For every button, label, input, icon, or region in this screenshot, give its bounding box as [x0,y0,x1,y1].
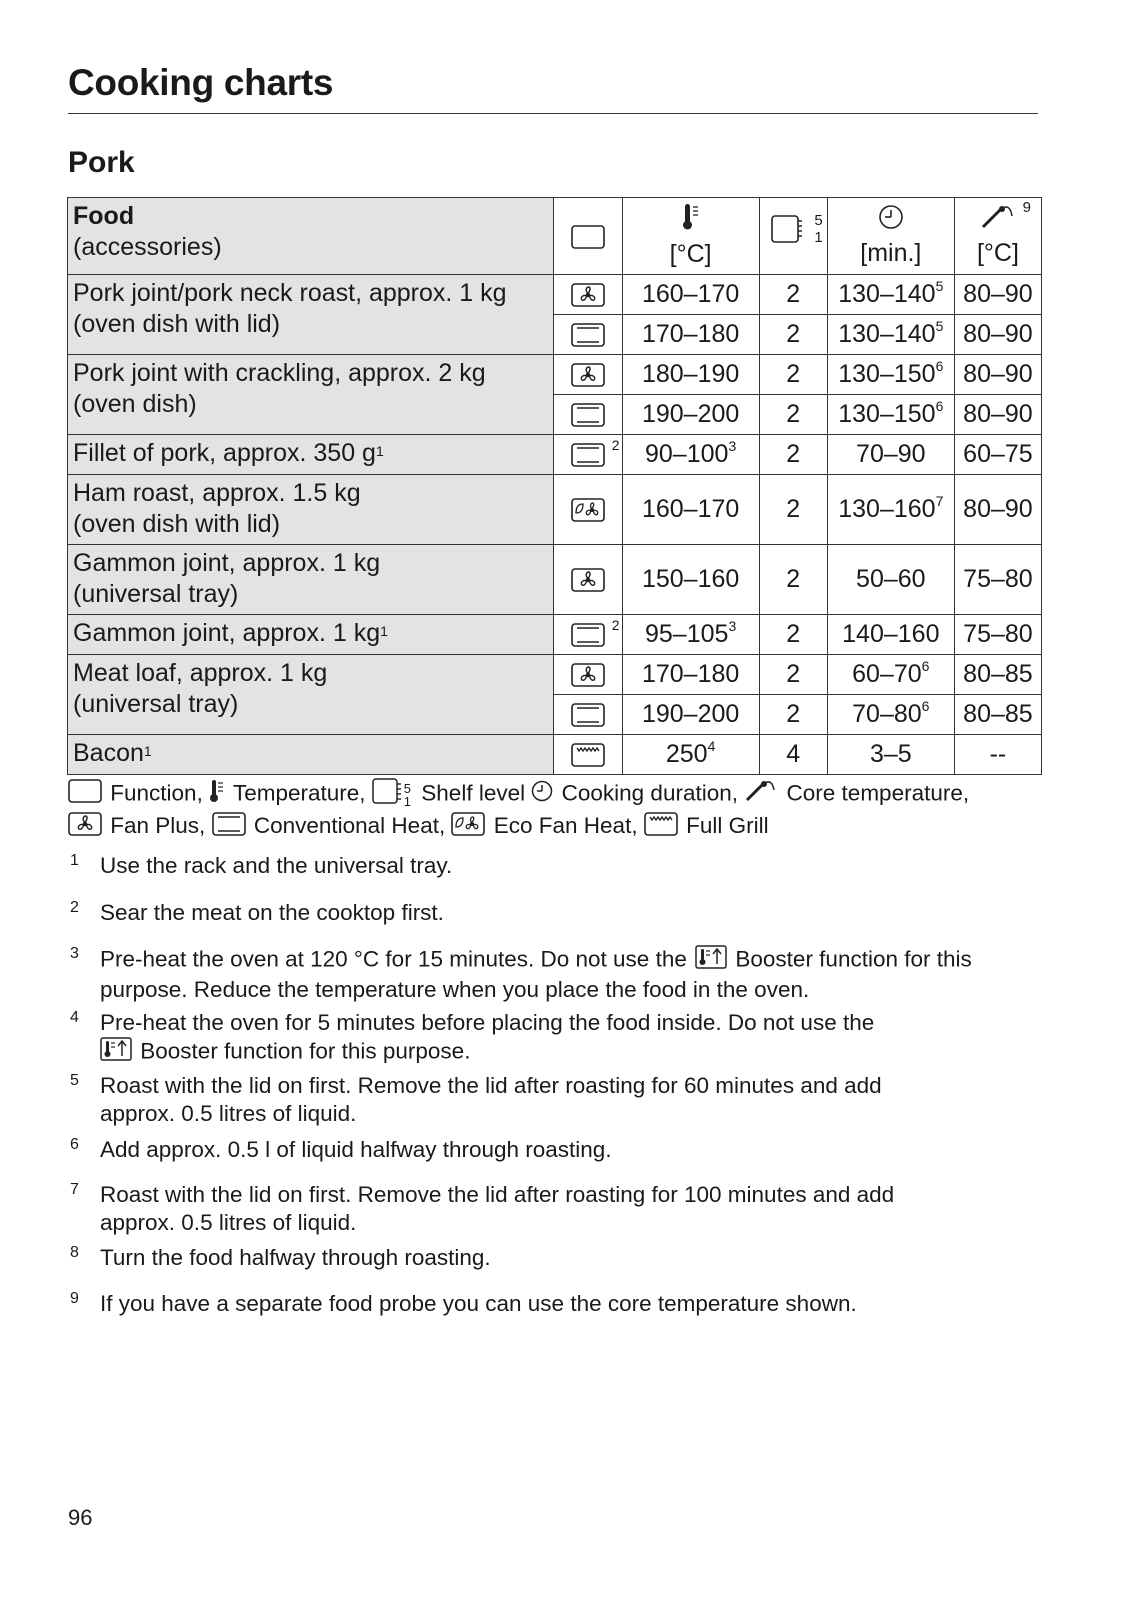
booster-icon [100,1037,132,1068]
cell-value: 130–140 [838,320,936,348]
function-cell [554,315,622,355]
temperature-icon [681,203,701,238]
table-row [68,615,1042,655]
header-core-sup: 9 [1022,199,1031,216]
function-icon [571,225,605,249]
cell-value: 70–80 [852,700,922,728]
temperature-cell [622,545,759,615]
cell-value: 190–200 [641,400,740,428]
conventional-heat-icon [571,703,605,727]
cell-footnote-ref: 6 [921,698,930,714]
cell-value: -- [989,740,1007,768]
header-food-label: Food [73,202,135,230]
footnote-text: Sear the meat on the cooktop first. [100,900,444,925]
function-cell [554,355,622,395]
duration-cell [827,475,954,545]
header-shelf [759,198,827,275]
cell-value: 2 [786,660,801,688]
temperature-cell [622,395,759,435]
cooking-chart-table [67,197,1042,775]
cell-value: 95–105 [645,620,729,648]
cell-value: 250 [665,740,708,768]
cell-value: 70–90 [856,440,926,468]
temperature-cell [622,275,759,315]
footnote-text: Pre-heat the oven for 5 minutes before placing the food inside. Do not use the [100,1010,875,1035]
table-row [68,735,1042,775]
duration-cell [827,545,954,615]
cell-value: 3–5 [869,740,912,768]
food-name [73,658,548,689]
header-core-temperature [954,198,1041,275]
footnote-number: 5 [70,1072,79,1089]
legend-temperature: Temperature, [232,780,366,806]
table-row [68,355,1042,395]
core-temperature-cell [954,545,1041,615]
food-name-text: Pork joint/pork neck roast, approx. 1 kg [73,279,507,307]
cell-value: 2 [786,495,801,523]
conventional-heat-icon [571,403,605,427]
legend [68,778,969,843]
food-cell [68,435,554,475]
shelf-cell [759,395,827,435]
footnote-number: 6 [70,1136,79,1153]
full-grill-icon [571,743,605,767]
cell-value: 170–180 [641,320,740,348]
legend-shelf-sup-top: 5 [403,780,412,796]
cell-footnote-ref: 3 [728,618,737,634]
cell-value: 80–90 [963,280,1033,308]
temperature-cell [622,615,759,655]
food-name [73,438,548,469]
food-name [73,358,548,389]
core-temperature-cell [954,655,1041,695]
cell-value: 140–160 [842,620,940,648]
header-core-unit: [°C] [976,239,1019,267]
cell-value: 80–90 [963,360,1033,388]
table-header-row [68,198,1042,275]
header-temp-unit: [°C] [669,240,712,268]
cell-footnote-ref: 6 [921,658,930,674]
footnote-number: 4 [70,1009,79,1026]
food-name [73,478,548,509]
core-temperature-icon [744,779,778,810]
duration-cell [827,395,954,435]
legend-conventional: Conventional Heat, [253,813,446,838]
footnote-text: If you have a separate food probe you can use the core temperature shown. [100,1291,857,1316]
header-duration-unit: [min.] [860,239,922,267]
function-cell [554,545,622,615]
food-accessories: (universal tray) [73,580,239,608]
conventional-heat-icon [571,443,605,467]
function-cell [554,695,622,735]
section-title: Pork [68,146,135,179]
food-footnote-ref: 1 [375,443,384,459]
temperature-cell [622,435,759,475]
header-food [68,198,554,275]
fan-plus-icon [571,283,605,307]
duration-cell [827,275,954,315]
table-row [68,475,1042,545]
temperature-cell [622,355,759,395]
temperature-cell [622,735,759,775]
page-title: Cooking charts [68,62,1038,114]
core-temperature-cell [954,315,1041,355]
footnote-6 [68,1136,1048,1164]
temperature-cell [622,655,759,695]
food-name [73,278,548,309]
temperature-cell [622,695,759,735]
cell-value: 2 [786,440,801,468]
shelf-cell [759,435,827,475]
food-name-text: Meat loaf, approx. 1 kg [73,659,328,687]
core-temperature-cell [954,395,1041,435]
food-cell [68,655,554,735]
core-temperature-icon [980,204,1016,237]
cell-value: 2 [786,280,801,308]
legend-fan-plus: Fan Plus, [110,813,206,838]
duration-cell [827,735,954,775]
cell-value: 75–80 [963,620,1033,648]
food-name-text: Fillet of pork, approx. 350 g [73,439,376,467]
table-row [68,435,1042,475]
cell-value: 130–140 [838,280,936,308]
shelf-cell [759,315,827,355]
cell-value: 2 [786,400,801,428]
function-cell [554,615,622,655]
function-cell [554,655,622,695]
page-number: 96 [68,1505,93,1530]
shelf-cell [759,275,827,315]
legend-shelf: Shelf level [421,780,526,806]
footnote-text: Pre-heat the oven at 120 °C for 15 minutes. Do not use the [100,946,687,972]
cell-value: 50–60 [856,565,926,593]
food-accessories: (oven dish with lid) [73,510,281,538]
footnote-5 [68,1072,1048,1128]
food-cell [68,275,554,355]
cell-value: 130–160 [838,495,936,523]
shelf-cell [759,735,827,775]
core-temperature-cell [954,475,1041,545]
footnote-4 [68,1009,1048,1068]
table-row [68,545,1042,615]
cell-value: 2 [786,700,801,728]
legend-duration: Cooking duration, [561,780,738,806]
header-shelf-sup-top: 5 [814,212,823,229]
header-function [554,198,622,275]
footnote-text: Turn the food halfway through roasting. [100,1245,491,1270]
core-temperature-cell [954,275,1041,315]
cell-value: 160–170 [641,280,740,308]
food-accessories: (oven dish with lid) [73,310,281,338]
footnote-1 [68,852,1048,880]
food-cell [68,475,554,545]
header-accessories-label: (accessories) [73,233,222,261]
header-temperature [622,198,759,275]
legend-shelf-sup-bottom: 1 [403,793,412,809]
function-cell [554,735,622,775]
food-name-text: Bacon [73,739,144,767]
fan-plus-icon [68,812,102,843]
legend-eco-fan: Eco Fan Heat, [493,813,638,838]
footnote-3 [68,945,1048,1004]
cell-value: 75–80 [963,565,1033,593]
eco-fan-heat-icon [451,812,485,843]
duration-cell [827,655,954,695]
cell-footnote-ref: 7 [935,493,944,509]
cell-value: 80–90 [963,400,1033,428]
cell-value: 170–180 [641,660,740,688]
core-temperature-cell [954,735,1041,775]
food-name-text: Gammon joint, approx. 1 kg [73,619,381,647]
clock-icon [531,780,553,809]
temperature-icon [209,779,225,810]
core-temperature-cell [954,355,1041,395]
food-name [73,548,548,579]
footnote-text: Roast with the lid on first. Remove the lid after roasting for 100 minutes and add approx. 0.5 litres of liquid. [100,1182,895,1235]
duration-cell [827,355,954,395]
footnote-number: 9 [70,1290,79,1307]
cell-value: 2 [786,320,801,348]
cell-value: 130–150 [838,400,936,428]
cell-footnote-ref: 6 [935,398,944,414]
cell-value: 2 [786,360,801,388]
function-cell [554,475,622,545]
cell-value: 4 [786,740,801,768]
shelf-level-icon [771,215,803,250]
cell-footnote-ref: 5 [935,278,944,294]
legend-full-grill: Full Grill [686,813,769,838]
table-row [68,655,1042,695]
footnote-number: 2 [70,899,79,916]
footnote-text: Booster function for this purpose. Reduce the temperature when you place the food in the oven. [100,946,972,1002]
cell-value: 150–160 [641,565,740,593]
shelf-cell [759,545,827,615]
shelf-cell [759,695,827,735]
shelf-cell [759,615,827,655]
cell-value: 80–90 [963,495,1033,523]
food-accessories: (universal tray) [73,690,239,718]
shelf-cell [759,355,827,395]
food-name [73,618,548,649]
conventional-heat-icon [571,623,605,647]
function-footnote-ref: 2 [611,437,620,453]
food-name [73,738,548,769]
cell-footnote-ref: 5 [935,318,944,334]
table-row [68,275,1042,315]
legend-function: Function, [110,780,203,806]
temperature-cell [622,315,759,355]
cell-value: 80–85 [963,660,1033,688]
food-name-text: Gammon joint, approx. 1 kg [73,549,381,577]
duration-cell [827,315,954,355]
fan-plus-icon [571,363,605,387]
food-name-text: Ham roast, approx. 1.5 kg [73,479,361,507]
function-cell [554,395,622,435]
cell-value: 190–200 [641,700,740,728]
footnote-text: Use the rack and the universal tray. [100,853,453,878]
footnote-number: 7 [70,1181,79,1198]
cell-footnote-ref: 4 [707,738,716,754]
legend-core: Core temperature, [786,780,970,806]
legend-line-1 [68,778,969,811]
cell-value: 130–150 [838,360,936,388]
footnote-9 [68,1290,1048,1318]
eco-fan-heat-icon [571,498,605,522]
cell-footnote-ref: 6 [935,358,944,374]
cell-value: 60–70 [852,660,922,688]
food-cell [68,355,554,435]
food-cell [68,735,554,775]
footnote-2 [68,899,1048,927]
cell-value: 60–75 [963,440,1033,468]
fan-plus-icon [571,663,605,687]
temperature-cell [622,475,759,545]
shelf-level-icon [372,778,402,811]
food-name-text: Pork joint with crackling, approx. 2 kg [73,359,486,387]
clock-icon [878,204,904,237]
food-footnote-ref: 1 [380,623,388,639]
header-shelf-sup-bottom: 1 [814,229,823,246]
food-accessories: (oven dish) [73,390,197,418]
footnote-text: Booster function for this purpose. [140,1038,471,1064]
duration-cell [827,695,954,735]
cell-value: 2 [786,565,801,593]
footnote-number: 1 [70,852,79,869]
legend-line-2 [68,811,969,843]
footnote-number: 8 [70,1244,79,1261]
cell-value: 2 [786,620,801,648]
core-temperature-cell [954,615,1041,655]
shelf-cell [759,655,827,695]
footnote-text: Add approx. 0.5 l of liquid halfway through roasting. [100,1137,612,1162]
footnote-text: Roast with the lid on first. Remove the lid after roasting for 60 minutes and add approx. 0.5 litres of liquid. [100,1073,882,1126]
booster-icon [695,945,727,976]
fan-plus-icon [571,568,605,592]
duration-cell [827,435,954,475]
cell-footnote-ref: 3 [728,438,737,454]
food-footnote-ref: 1 [143,743,152,759]
function-cell [554,435,622,475]
shelf-cell [759,475,827,545]
cell-value: 80–85 [963,700,1033,728]
function-cell [554,275,622,315]
food-cell [68,615,554,655]
duration-cell [827,615,954,655]
header-duration [827,198,954,275]
full-grill-icon [644,812,678,843]
footnote-8 [68,1244,1048,1272]
food-cell [68,545,554,615]
cell-value: 180–190 [641,360,740,388]
core-temperature-cell [954,435,1041,475]
conventional-heat-icon [571,323,605,347]
function-footnote-ref: 2 [611,617,620,633]
conventional-heat-icon [212,812,246,843]
cell-value: 80–90 [963,320,1033,348]
core-temperature-cell [954,695,1041,735]
cell-value: 90–100 [645,440,729,468]
footnote-7 [68,1181,1048,1237]
cell-value: 160–170 [641,495,740,523]
footnote-number: 3 [70,945,79,962]
function-icon [68,779,102,810]
